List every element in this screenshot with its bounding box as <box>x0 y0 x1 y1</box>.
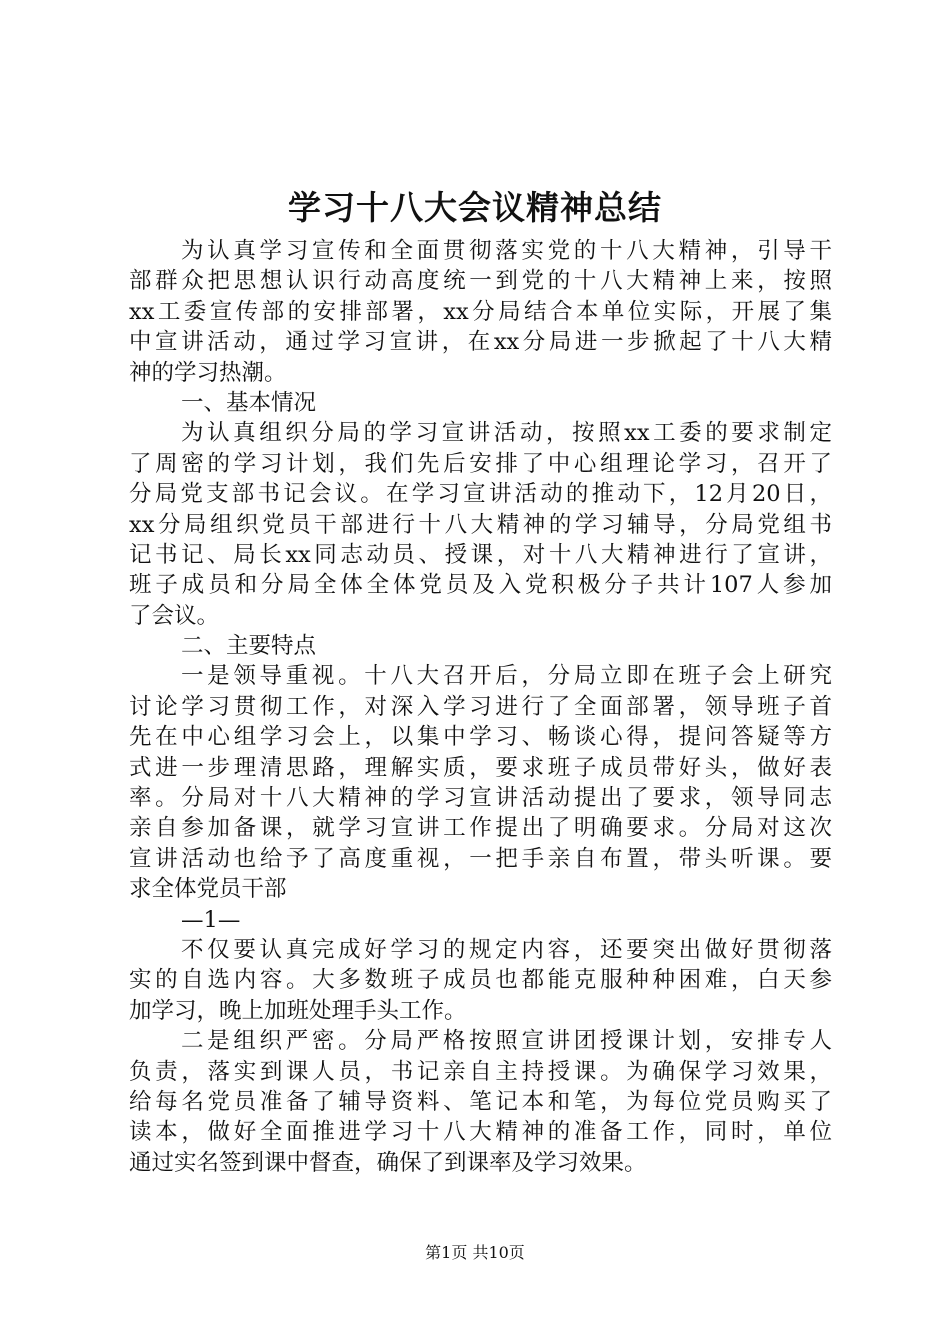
body-line: 式进一步理清思路，理解实质，要求班子成员带好头，做好表 <box>129 754 832 781</box>
body-line: 求全体党员干部 <box>129 876 287 903</box>
body-line: 率。分局对十八大精神的学习宣讲活动提出了要求，领导同志 <box>129 785 832 812</box>
body-line: 先在中心组学习会上，以集中学习、畅谈心得，提问答疑等方 <box>129 724 832 751</box>
document-body <box>129 236 832 1178</box>
body-line: 亲自参加备课，就学习宣讲工作提出了明确要求。分局对这次 <box>129 815 832 842</box>
body-line: 实的自选内容。大多数班子成员也都能克服种种困难，白天参 <box>129 967 832 994</box>
body-line: 为认真学习宣传和全面贯彻落实党的十八大精神，引导干 <box>181 238 832 264</box>
body-line: 加学习，晚上加班处理手头工作。 <box>129 997 467 1024</box>
body-line: 二是组织严密。分局严格按照宣讲团授课计划，安排专人 <box>181 1028 832 1055</box>
body-line: 不仅要认真完成好学习的规定内容，还要突出做好贯彻落 <box>181 936 832 963</box>
body-line: 中宣讲活动，通过学习宣讲，在xx分局进一步掀起了十八大精 <box>129 329 832 356</box>
body-line: 通过实名签到课中督查，确保了到课率及学习效果。 <box>129 1149 647 1176</box>
body-line: 读本，做好全面推进学习十八大精神的准备工作，同时，单位 <box>129 1119 832 1146</box>
page-footer: 第1页 共10页 <box>425 1243 525 1262</box>
body-line: 记书记、局长xx同志动员、授课，对十八大精神进行了宣讲， <box>129 541 832 568</box>
body-line: 了会议。 <box>129 602 220 629</box>
section-heading: 二、主要特点 <box>181 633 317 660</box>
body-line: 神的学习热潮。 <box>129 359 287 386</box>
body-line: 宣讲活动也给予了高度重视，一把手亲自布置，带头听课。要 <box>129 845 832 872</box>
body-line: 给每名党员准备了辅导资料、笔记本和笔，为每位党员购买了 <box>129 1088 832 1115</box>
body-line: 分局党支部书记会议。在学习宣讲活动的推动下，12月20日， <box>129 481 832 508</box>
body-line: xx工委宣传部的安排部署，xx分局结合本单位实际，开展了集 <box>129 298 832 325</box>
document-title: 学习十八大会议精神总结 <box>288 188 662 227</box>
section-heading: 一、基本情况 <box>181 389 317 416</box>
body-line: 一是领导重视。十八大召开后，分局立即在班子会上研究 <box>181 663 832 690</box>
body-line: xx分局组织党员干部进行十八大精神的学习辅导，分局党组书 <box>129 511 832 538</box>
body-line: 部群众把思想认识行动高度统一到党的十八大精神上来，按照 <box>129 268 832 295</box>
body-line: 讨论学习贯彻工作，对深入学习进行了全面部署，领导班子首 <box>129 693 832 720</box>
body-line: 负责，落实到课人员，书记亲自主持授课。为确保学习效果， <box>129 1058 832 1085</box>
inline-page-number: —1— <box>181 906 241 933</box>
body-line: 了周密的学习计划，我们先后安排了中心组理论学习，召开了 <box>129 450 832 477</box>
body-line: 班子成员和分局全体全体党员及入党积极分子共计107人参加 <box>129 572 832 599</box>
body-line: 为认真组织分局的学习宣讲活动，按照xx工委的要求制定 <box>181 420 832 447</box>
